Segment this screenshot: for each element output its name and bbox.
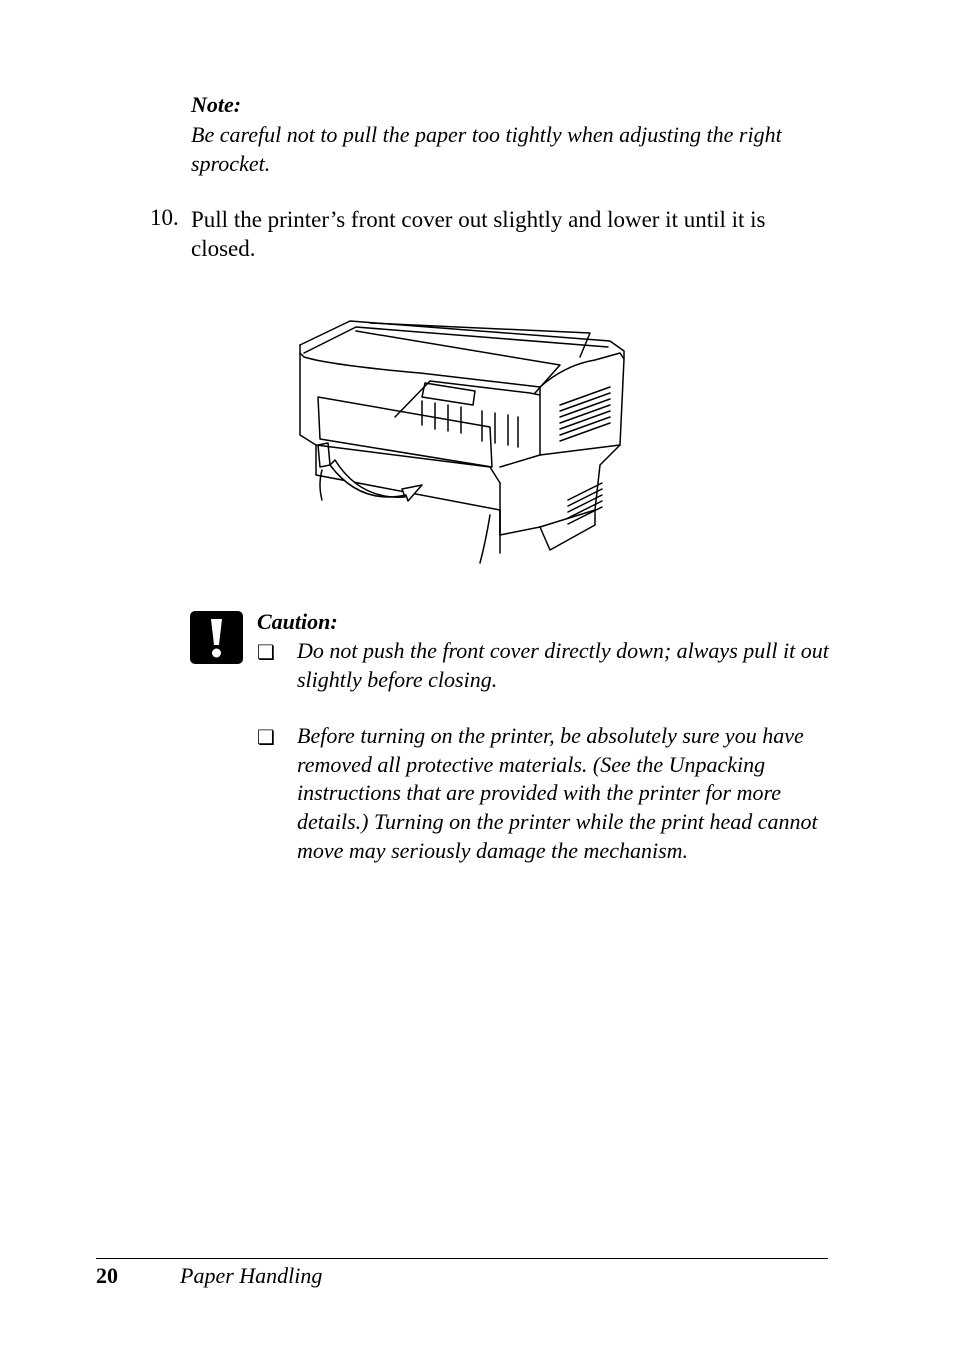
page-number: 20 <box>96 1263 118 1288</box>
step-number: 10. <box>150 205 179 230</box>
caution-exclamation-icon <box>190 611 243 664</box>
section-title: Paper Handling <box>180 1263 323 1288</box>
footer-divider <box>96 1258 828 1259</box>
bullet-checkbox-icon: ❏ <box>257 640 275 664</box>
step-text: Pull the printer’s front cover out slightly and lower it until it is closed. <box>191 207 766 261</box>
caution-item: Do not push the front cover directly down; always pull it out slightly before closing. <box>297 638 829 692</box>
note-text: Be careful not to pull the paper too tightly when adjusting the right sprocket. <box>191 122 782 176</box>
caution-title: Caution: <box>257 609 338 634</box>
caution-item: Before turning on the printer, be absolutely sure you have removed all protective materials. (See the Unpacking instructions that are provided with the printer for more details.) Turning on the printer while the print head cannot move may seriously damage the mechanism. <box>297 723 818 863</box>
note-title: Note: <box>191 92 242 117</box>
bullet-checkbox-icon: ❏ <box>257 725 275 749</box>
printer-illustration <box>290 305 635 567</box>
